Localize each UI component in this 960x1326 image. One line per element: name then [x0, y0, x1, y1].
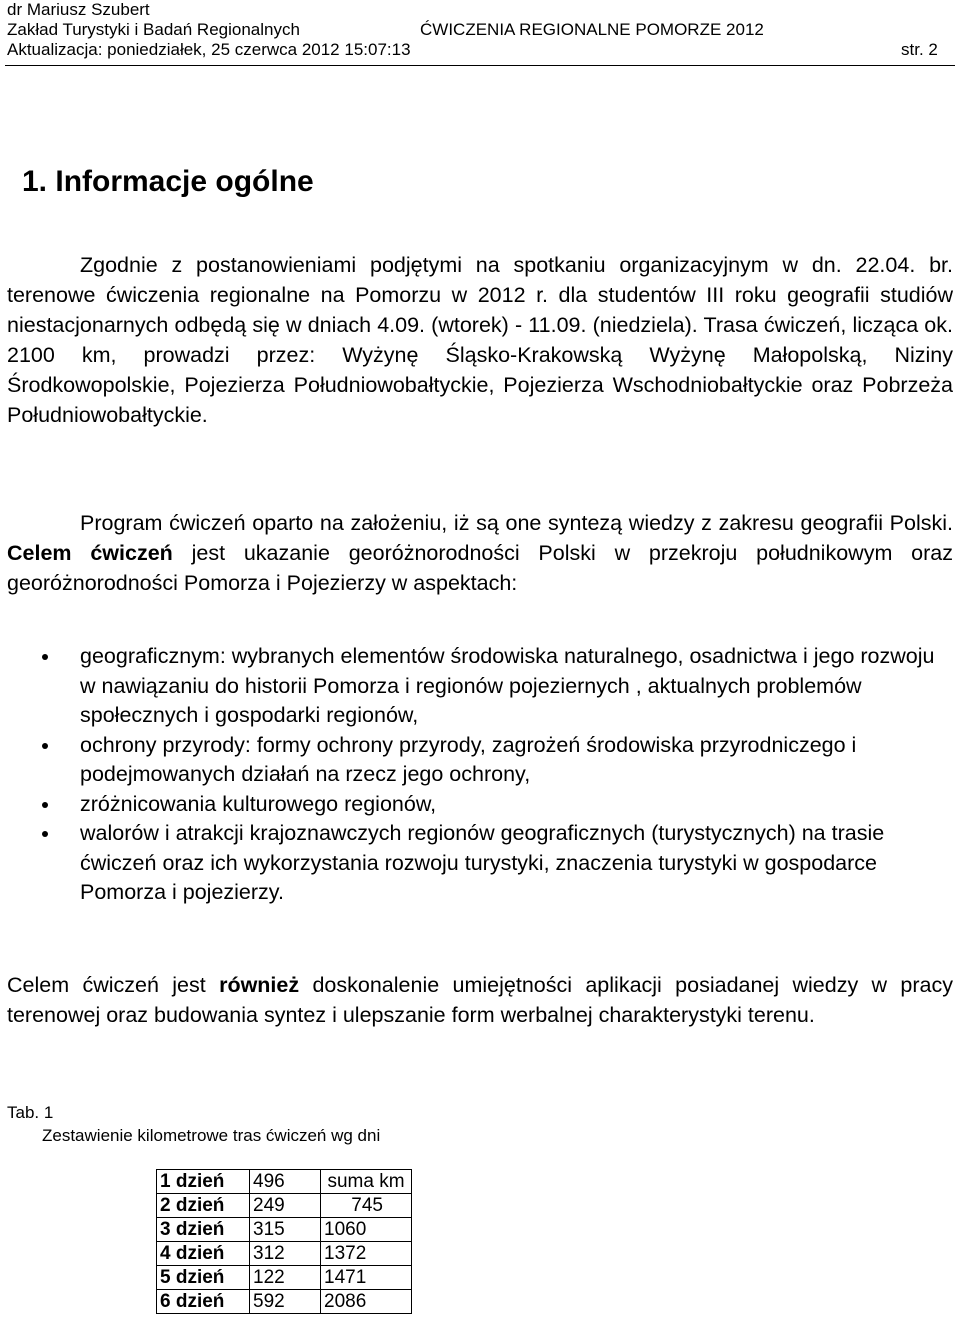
table-caption: Zestawienie kilometrowe tras ćwiczeń wg dni — [42, 1126, 381, 1145]
table-row — [157, 1290, 412, 1314]
list-item: walorów i atrakcji krajoznawczych regionów geograficznych (turystycznych) na trasie ćwiczeń oraz ich wykorzystania rozwoju turystyki, znaczenia turystyki w gospodarce Pomorza i pojezierzy. — [7, 819, 953, 908]
table-row — [157, 1218, 412, 1242]
paragraph-skills-start: Celem ćwiczeń jest — [7, 973, 206, 997]
table-row — [157, 1170, 412, 1194]
sum-cell: 1471 — [321, 1266, 412, 1290]
list-item: ochrony przyrody: formy ochrony przyrody, zagrożeń środowiska przyrodniczego i podejmowanych działań na rzecz jego ochrony, — [7, 731, 953, 790]
bullet-icon — [42, 743, 48, 749]
km-cell: 496 — [250, 1170, 321, 1194]
day-cell: 1 dzień — [157, 1170, 250, 1194]
sum-cell: 2086 — [321, 1290, 412, 1314]
sum-cell: suma km — [321, 1170, 412, 1194]
paragraph-goals — [7, 508, 953, 598]
day-cell: 5 dzień — [157, 1266, 250, 1290]
sum-cell: 1372 — [321, 1242, 412, 1266]
table-row — [157, 1194, 412, 1218]
table-label: Tab. 1 — [7, 1103, 54, 1122]
km-cell: 122 — [250, 1266, 321, 1290]
km-table — [156, 1169, 412, 1314]
km-cell: 592 — [250, 1290, 321, 1314]
bullet-icon — [42, 654, 48, 660]
km-cell: 249 — [250, 1194, 321, 1218]
km-cell: 315 — [250, 1218, 321, 1242]
list-item: geograficznym: wybranych elementów środowiska naturalnego, osadnictwa i jego rozwoju w nawiązaniu do historii Pomorza i regionów pojeziernych , aktualnych problemów społecznych i gospodarki regionów, — [7, 642, 953, 731]
day-cell: 4 dzień — [157, 1242, 250, 1266]
header-divider — [5, 65, 955, 66]
table-row — [157, 1242, 412, 1266]
aspects-list — [7, 642, 953, 908]
section-title: 1. Informacje ogólne — [22, 165, 314, 198]
paragraph-skills-bold: również — [219, 973, 300, 997]
table-row — [157, 1266, 412, 1290]
list-item: zróżnicowania kulturowego regionów, — [7, 790, 953, 820]
paragraph-intro — [7, 250, 953, 430]
day-cell: 3 dzień — [157, 1218, 250, 1242]
paragraph-goals-end: jest ukazanie georóżnorodności Polski w przekroju południkowym oraz georóżnorodności Pomorza i Pojezierzy w aspektach: — [7, 541, 953, 595]
paragraph-skills-end: doskonalenie umiejętności aplikacji posiadanej wiedzy w pracy terenowej oraz budowania syntez i ulepszanie form werbalnej charakterystyki terenu. — [7, 973, 953, 1027]
day-cell: 6 dzień — [157, 1290, 250, 1314]
bullet-icon — [42, 802, 48, 808]
paragraph-goals-bold: Celem ćwiczeń — [7, 541, 173, 565]
km-cell: 312 — [250, 1242, 321, 1266]
bullet-icon — [42, 831, 48, 837]
header-page-number: str. 2 — [901, 40, 938, 59]
sum-cell: 745 — [321, 1194, 412, 1218]
paragraph-intro-text: Zgodnie z postanowieniami podjętymi na spotkaniu organizacyjnym w dn. 22.04. br. terenowe ćwiczenia regionalne na Pomorzu w 2012 r. dla studentów III roku geografii studiów niestacjonarnych odbędą się w dniach 4.09. (wtorek) - 11.09. (niedziela). Trasa ćwiczeń, licząca ok. 2100 km, prowadzi przez: Wyżynę Śląsko-Krakowską Wyżynę Małopolską, Niziny Środkowopolskie, Pojezierza Południowobałtyckie, Pojezierza Wschodniobałtyckie oraz Pobrzeża Południowobałtyckie. — [7, 253, 953, 427]
paragraph-goals-start: Program ćwiczeń oparto na założeniu, iż są one syntezą wiedzy z zakresu geografii Polski. — [80, 511, 953, 535]
header-project: ĆWICZENIA REGIONALNE POMORZE 2012 — [420, 20, 764, 39]
sum-cell: 1060 — [321, 1218, 412, 1242]
header-institution: Zakład Turystyki i Badań Regionalnych — [7, 20, 300, 39]
paragraph-skills — [7, 970, 953, 1030]
header-author: dr Mariusz Szubert — [7, 0, 150, 19]
day-cell: 2 dzień — [157, 1194, 250, 1218]
header-updated: Aktualizacja: poniedziałek, 25 czerwca 2012 15:07:13 — [7, 40, 411, 59]
